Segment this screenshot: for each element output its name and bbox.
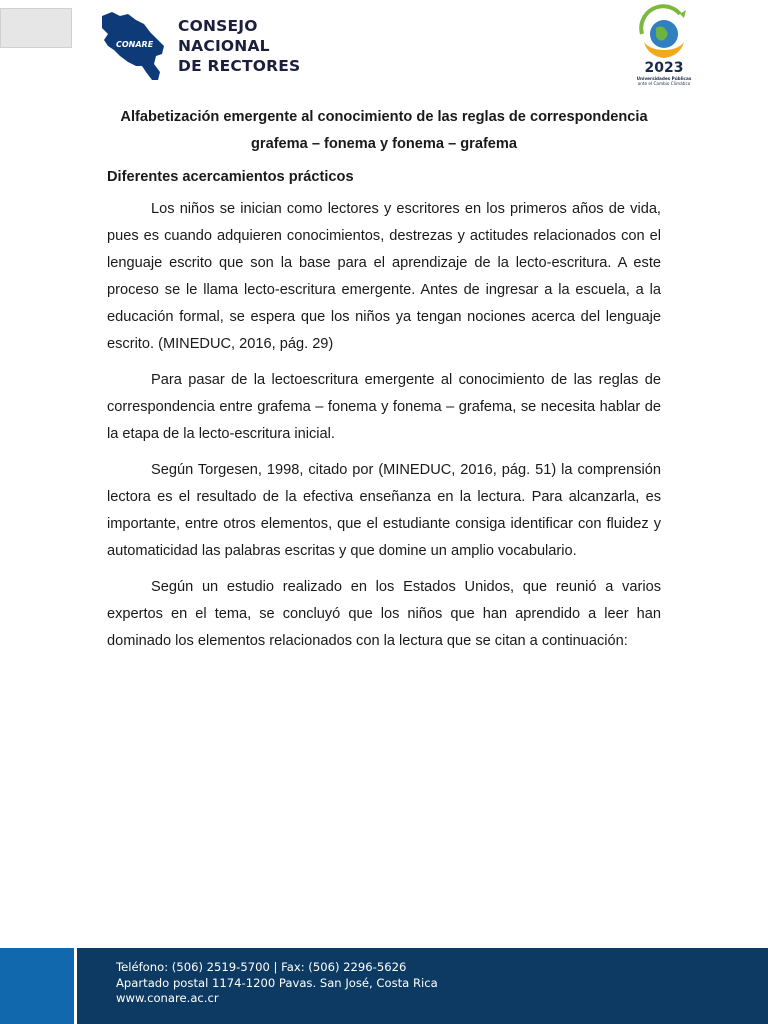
logo-line-1: CONSEJO xyxy=(178,17,258,35)
year-caption-1: Universidades Públicas xyxy=(636,76,692,81)
year-2023-logo xyxy=(630,4,698,90)
paragraph-2: Para pasar de la lectoescritura emergente al conocimiento de las reglas de correspondencia entre grafema – fonema y fonema – grafema, se necesita hablar de la etapa de la lecto-escritura inicial. xyxy=(107,372,661,442)
costa-rica-map-icon xyxy=(98,10,172,84)
footer-phone: Teléfono: (506) 2519-5700 | Fax: (506) 2296-5626 xyxy=(116,960,407,974)
year-text: 2023 xyxy=(644,60,684,76)
paragraph-4: Según un estudio realizado en los Estados Unidos, que reunió a varios expertos en el tema, se concluyó que los niños que han aprendido a leer han dominado los elementos relacionados con la lectura que se citan a continuación: xyxy=(107,579,661,649)
document-subtitle: Diferentes acercamientos prácticos xyxy=(107,169,354,185)
page-footer xyxy=(0,948,768,1024)
paragraph-1: Los niños se inician como lectores y escritores en los primeros años de vida, pues es cuando adquieren conocimientos, destrezas y actitudes relacionados con el lenguaje escrito que son la base para el aprendizaje de la lecto-escritura. A este proceso se le llama lecto-escritura emergente. Antes de ingresar a la escuela, a la educación formal, se espera que los niños ya tengan nociones acerca del lenguaje escrito. (MINEDUC, 2016, pág. 29) xyxy=(107,201,661,352)
document-title: Alfabetización emergente al conocimiento de las reglas de correspondencia grafema – fonema y fonema – grafema xyxy=(120,109,648,152)
logo-line-3: DE RECTORES xyxy=(178,57,301,75)
footer-accent-block xyxy=(0,948,74,1024)
document-body xyxy=(107,104,661,664)
corner-placeholder-box xyxy=(0,8,72,48)
footer-website-link[interactable]: www.conare.ac.cr xyxy=(116,991,219,1005)
conare-logo xyxy=(98,10,301,86)
year-caption-2: ante el Cambio Climático xyxy=(637,81,691,86)
conare-name xyxy=(178,16,300,76)
footer-divider xyxy=(74,948,77,1024)
logo-line-2: NACIONAL xyxy=(178,37,270,55)
conare-badge-text: CONARE xyxy=(116,40,154,49)
footer-contact xyxy=(116,960,438,1007)
paragraph-3: Según Torgesen, 1998, citado por (MINEDUC, 2016, pág. 51) la comprensión lectora es el resultado de la efectiva enseñanza en la lectura. Para alcanzarla, es importante, entre otros elementos, que el estudiante consiga identificar con fluidez y automaticidad las palabras escritas y que domine un amplio vocabulario. xyxy=(107,462,661,559)
footer-address: Apartado postal 1174-1200 Pavas. San José, Costa Rica xyxy=(116,975,438,990)
